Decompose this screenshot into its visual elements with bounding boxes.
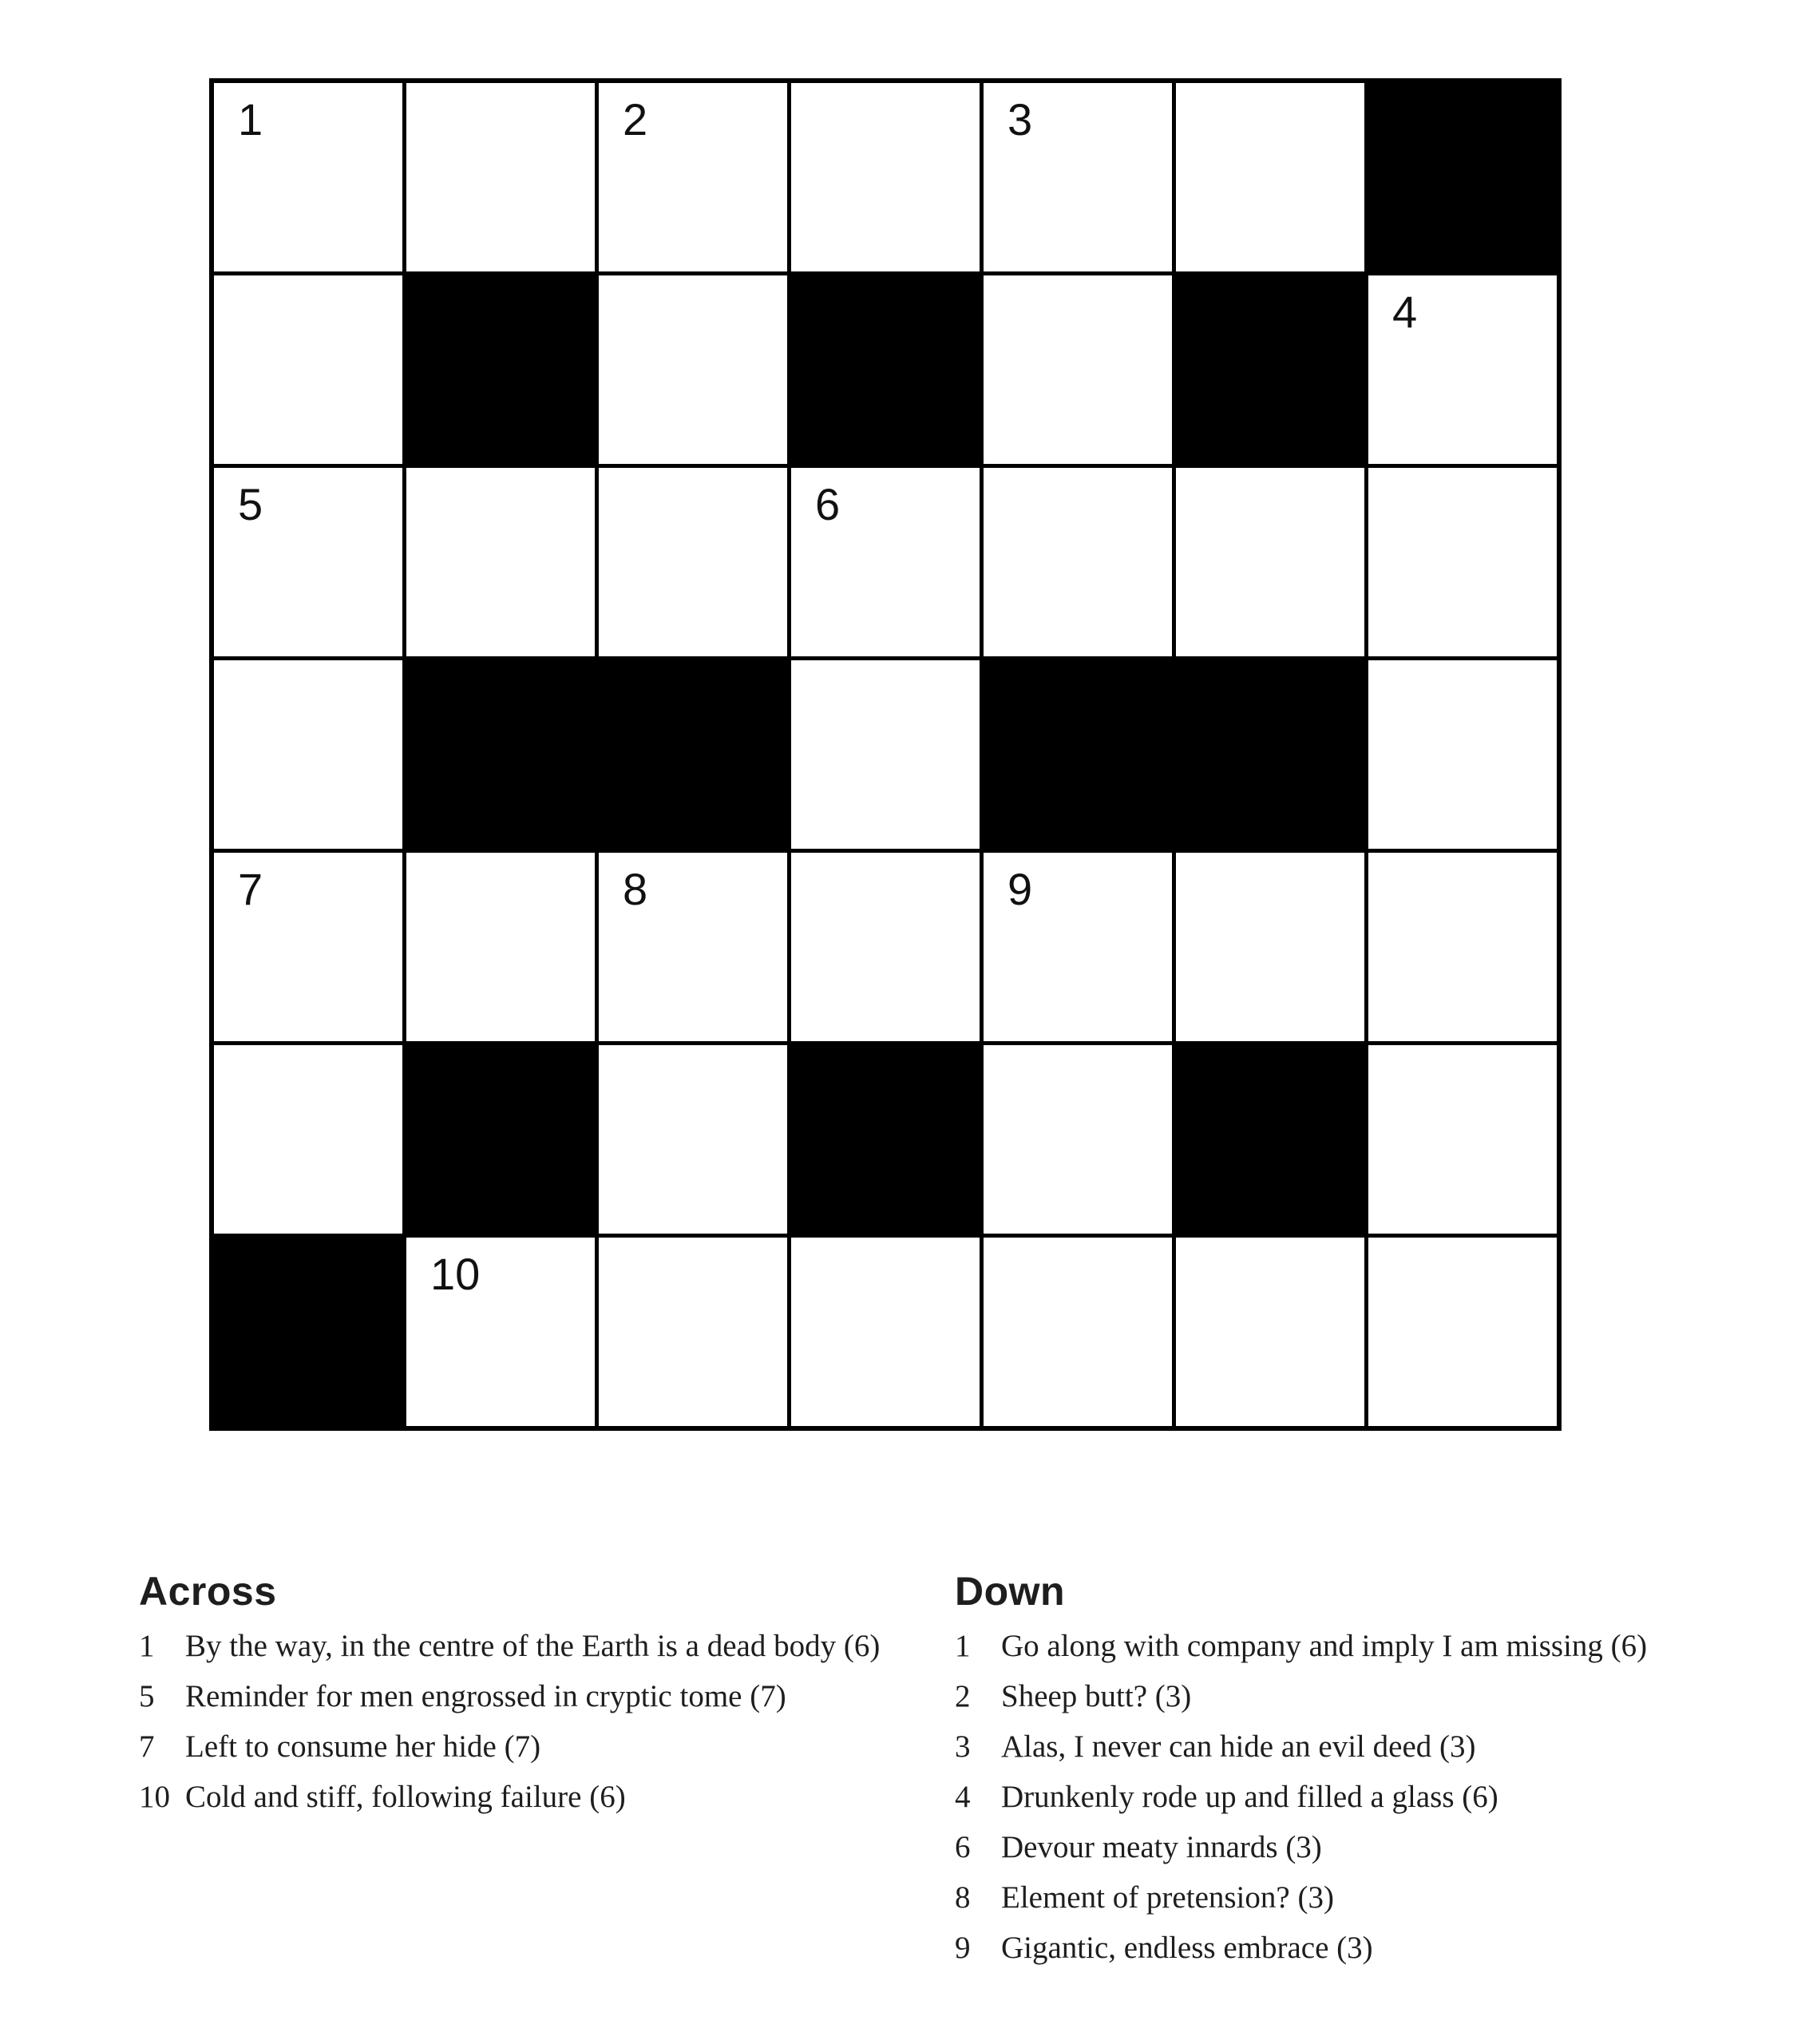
white-cell[interactable] xyxy=(599,468,787,656)
down-clue-item xyxy=(955,1671,1761,1721)
white-cell[interactable] xyxy=(791,1238,980,1426)
white-cell[interactable] xyxy=(1368,275,1557,464)
white-cell[interactable] xyxy=(214,468,402,656)
white-cell[interactable] xyxy=(406,83,595,271)
black-cell xyxy=(406,1045,595,1234)
white-cell[interactable] xyxy=(406,1238,595,1426)
white-cell[interactable] xyxy=(599,853,787,1041)
across-clue-item xyxy=(139,1772,929,1822)
clue-number: 4 xyxy=(955,1780,971,1814)
clue-number: 10 xyxy=(139,1780,170,1814)
white-cell[interactable] xyxy=(1368,853,1557,1041)
white-cell[interactable] xyxy=(791,660,980,849)
down-clue-item xyxy=(955,1822,1761,1872)
clue-number: 1 xyxy=(139,1629,155,1663)
clue-text: Drunkenly rode up and filled a glass (6) xyxy=(1001,1780,1498,1814)
down-clue-item xyxy=(955,1621,1761,1671)
cell-number: 7 xyxy=(238,864,263,914)
white-cell[interactable] xyxy=(984,275,1172,464)
clue-text: Alas, I never can hide an evil deed (3) xyxy=(1001,1729,1476,1764)
white-cell[interactable] xyxy=(1176,83,1364,271)
clue-number: 7 xyxy=(139,1729,155,1764)
across-clue-item xyxy=(139,1721,929,1772)
black-cell xyxy=(406,275,595,464)
clue-number: 9 xyxy=(955,1931,971,1965)
clue-number: 2 xyxy=(955,1679,971,1713)
cell-number: 9 xyxy=(1007,864,1033,914)
across-heading: Across xyxy=(139,1569,277,1614)
black-cell xyxy=(1368,83,1557,271)
clue-number: 6 xyxy=(955,1830,971,1864)
black-cell xyxy=(1176,1045,1364,1234)
white-cell[interactable] xyxy=(1368,660,1557,849)
white-cell[interactable] xyxy=(214,83,402,271)
black-cell xyxy=(984,660,1172,849)
black-cell xyxy=(791,1045,980,1234)
cell-number: 2 xyxy=(623,94,648,145)
cell-number: 3 xyxy=(1007,94,1033,145)
white-cell[interactable] xyxy=(984,83,1172,271)
clue-number: 8 xyxy=(955,1880,971,1915)
across-clue-item xyxy=(139,1621,929,1671)
clue-text: Element of pretension? (3) xyxy=(1001,1880,1334,1915)
cell-number: 10 xyxy=(430,1249,481,1299)
white-cell[interactable] xyxy=(599,83,787,271)
white-cell[interactable] xyxy=(984,853,1172,1041)
cell-number: 4 xyxy=(1392,287,1418,337)
down-clue-list xyxy=(955,1621,1761,1973)
white-cell[interactable] xyxy=(406,468,595,656)
black-cell xyxy=(599,660,787,849)
white-cell[interactable] xyxy=(406,853,595,1041)
white-cell[interactable] xyxy=(214,853,402,1041)
clue-number: 1 xyxy=(955,1629,971,1663)
down-section xyxy=(955,1571,1761,1973)
white-cell[interactable] xyxy=(599,1045,787,1234)
black-cell xyxy=(214,1238,402,1426)
cell-number: 8 xyxy=(623,864,648,914)
white-cell[interactable] xyxy=(1176,853,1364,1041)
white-cell[interactable] xyxy=(1368,1045,1557,1234)
clue-text: Gigantic, endless embrace (3) xyxy=(1001,1931,1373,1965)
across-section xyxy=(139,1571,929,1822)
white-cell[interactable] xyxy=(1176,1238,1364,1426)
crossword-grid xyxy=(209,78,1562,1431)
down-clue-item xyxy=(955,1923,1761,1973)
black-cell xyxy=(406,660,595,849)
white-cell[interactable] xyxy=(214,660,402,849)
white-cell[interactable] xyxy=(984,1045,1172,1234)
black-cell xyxy=(1176,660,1364,849)
white-cell[interactable] xyxy=(1368,468,1557,656)
white-cell[interactable] xyxy=(599,275,787,464)
cell-number: 6 xyxy=(815,479,841,529)
down-clue-item xyxy=(955,1721,1761,1772)
black-cell xyxy=(1176,275,1364,464)
black-cell xyxy=(791,275,980,464)
clue-number: 3 xyxy=(955,1729,971,1764)
clue-text: By the way, in the centre of the Earth is a dead body (6) xyxy=(185,1629,881,1663)
cell-number: 1 xyxy=(238,94,263,145)
white-cell[interactable] xyxy=(214,275,402,464)
clue-text: Devour meaty innards (3) xyxy=(1001,1830,1322,1864)
down-heading: Down xyxy=(955,1569,1066,1614)
clue-number: 5 xyxy=(139,1679,155,1713)
across-clue-list xyxy=(139,1621,929,1822)
clue-text: Reminder for men engrossed in cryptic tome (7) xyxy=(185,1679,786,1713)
clue-text: Go along with company and imply I am missing (6) xyxy=(1001,1629,1648,1663)
clue-text: Sheep butt? (3) xyxy=(1001,1679,1192,1713)
down-clue-item xyxy=(955,1872,1761,1923)
white-cell[interactable] xyxy=(984,468,1172,656)
cell-number: 5 xyxy=(238,479,263,529)
white-cell[interactable] xyxy=(1176,468,1364,656)
white-cell[interactable] xyxy=(214,1045,402,1234)
clue-text: Left to consume her hide (7) xyxy=(185,1729,541,1764)
white-cell[interactable] xyxy=(1368,1238,1557,1426)
white-cell[interactable] xyxy=(791,83,980,271)
across-clue-item xyxy=(139,1671,929,1721)
down-clue-item xyxy=(955,1772,1761,1822)
white-cell[interactable] xyxy=(791,468,980,656)
white-cell[interactable] xyxy=(984,1238,1172,1426)
white-cell[interactable] xyxy=(791,853,980,1041)
white-cell[interactable] xyxy=(599,1238,787,1426)
clue-text: Cold and stiff, following failure (6) xyxy=(185,1780,626,1814)
